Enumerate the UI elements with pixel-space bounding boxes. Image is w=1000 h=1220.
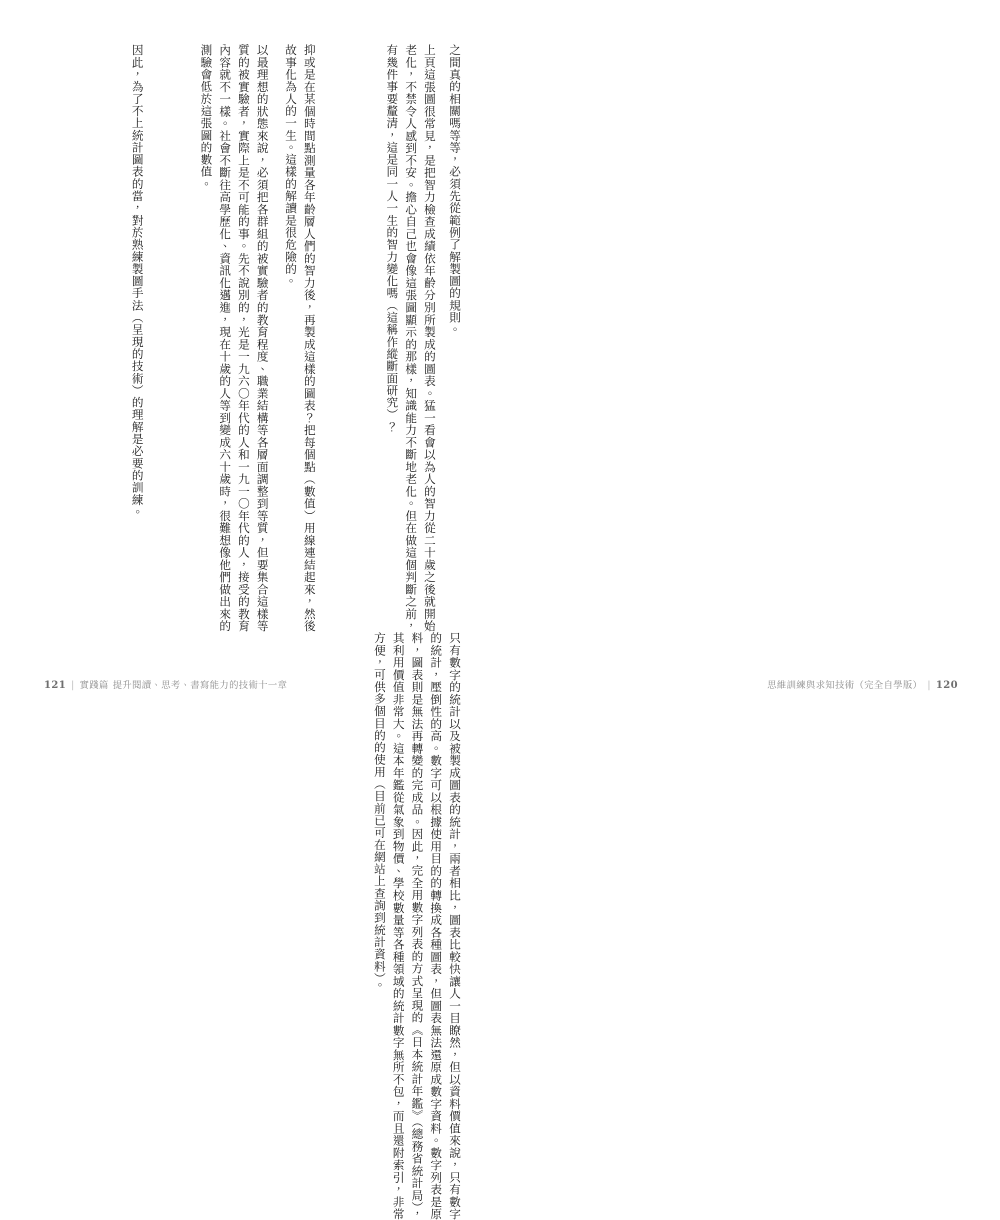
left-page-number: 121 xyxy=(44,680,67,691)
footer-chapter-label: 提升閱讀、思考、書寫能力的技術十一章 xyxy=(112,680,288,691)
left-page-footer xyxy=(44,677,287,691)
right-page xyxy=(500,0,1000,709)
footer-book-title: 思維訓練與求知技術（完全自學版） xyxy=(767,680,923,691)
footer-separator: | xyxy=(71,680,75,691)
text-column: 只有數字的統計以及被製成圖表的統計，兩者相比，圖表比較快讓人一目瞭然，但以資料價值來說，只有數字的統計，壓倒性的高。數字可以根據使用目的的轉換成各種圖表，但圖表無法還原成數字資料。數字列表是原料，圖表則是無法再轉變的完成品。因此，完全用數字列表的方式呈現的《日本統計年鑑》（總務省統計局），其利用價值非常大。這本年鑑從氣象到物價、學校數量等各種領域的統計數字無所不包，而且還附索引，非常方便，可供多個目的的使用（目前已可在網站上查詢到統計資料）。 xyxy=(372,632,462,1220)
footer-section-label: 實踐篇 xyxy=(79,680,109,691)
text-column: 之間真的相關嗎等等，必須先從範例了解製圖的規則。 xyxy=(448,44,462,336)
footer-separator: | xyxy=(927,680,931,691)
right-page-footer xyxy=(767,677,958,691)
text-column: 因此，為了不上統計圖表的當，對於熟練製圖手法（呈現的技術）的理解是必要的訓練。 xyxy=(130,44,145,518)
text-column: 以最理想的狀態來說，必須把各群組的被實驗者的教育程度、職業結構等各層面調整到等質，但要集合這樣等質的被實驗者，實際上是不可能的事。先不說別的，光是一九六〇年代的人和一九一〇年代的人，接受的教育內容就不一樣。社會不斷往高學歷化、資訊化邁進，現在十歲的人等到變成六十歲時，很難想像他們做出來的測驗會低於這張圖的數值。 xyxy=(199,44,270,632)
text-column: 抑或是在某個時間點測量各年齡層人們的智力後，再製成這樣的圖表？把每個點（數值）用線連結起來，然後故事化為人的一生。這樣的解讀是很危險的。 xyxy=(284,44,317,632)
text-column: 上頁這張圖很常見，是把智力檢查成績依年齡分別所製成的圖表。猛一看會以為人的智力從二十歲之後就開始老化，不禁令人感到不安。擔心自己也會像這張圖顯示的那樣，知識能力不斷地老化。但在做這個判斷之前，有幾件事要釐清，這是同一人一生的智力變化嗎（這稱作縱斷面研究）？ xyxy=(385,44,437,632)
right-page-number: 120 xyxy=(935,680,958,691)
